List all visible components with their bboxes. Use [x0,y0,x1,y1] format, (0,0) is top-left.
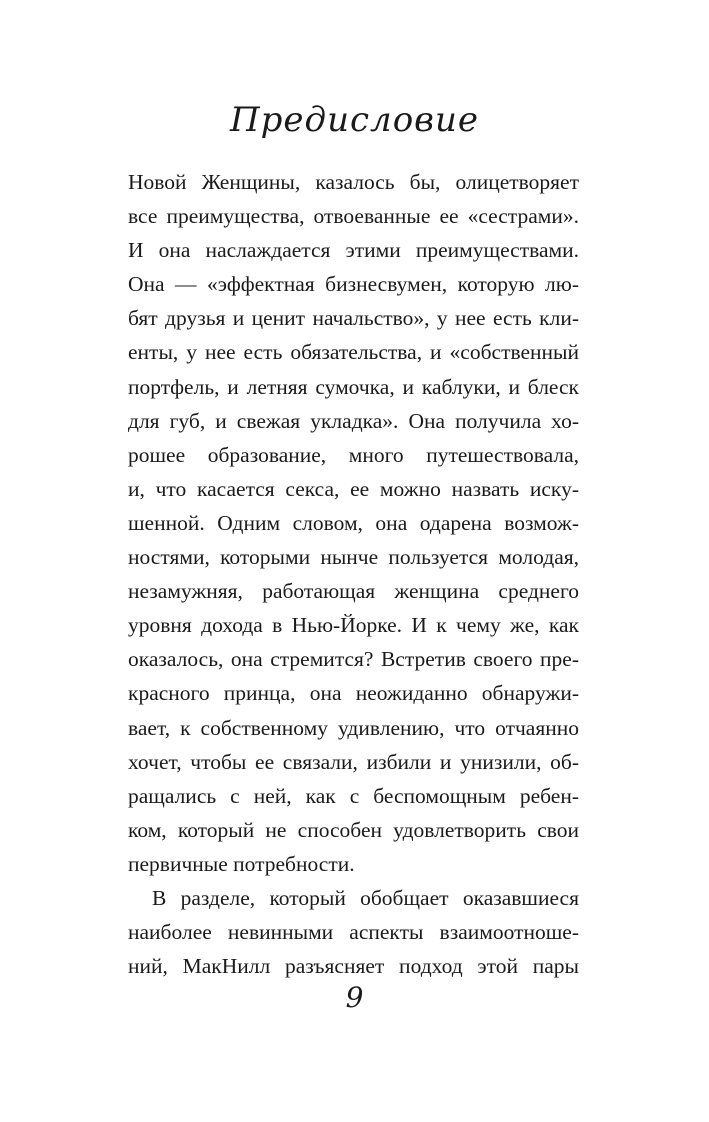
text-line: рошее образование, много путешествовала, [128,442,579,467]
running-head-title: Предисловие [230,100,479,140]
text-line: бят друзья и ценит начальство», у нее есть кли- [128,306,579,331]
text-line: первичные потребности. [128,851,355,876]
text-line: ний, МакНилл разъясняет подход этой пары [128,954,579,979]
text-line: шенной. Одним словом, она одарена возмож- [128,510,579,535]
text-line: ностями, которыми нынче пользуется молодая, [128,545,579,570]
text-line: В разделе, который обобщает оказавшиеся [152,885,579,910]
text-line: наиболее невинными аспекты взаимоотноше- [128,920,579,945]
body-text [128,165,579,983]
text-line: ращались с ней, как с беспомощным ребен- [128,783,579,808]
text-line: Она — «эффектная бизнесвумен, которую лю- [128,272,579,297]
text-line: уровня дохода в Нью-Йорке. И к чему же, как [128,613,579,638]
text-line: и, что касается секса, ее можно назвать иску- [128,476,579,501]
text-line: портфель, и летняя сумочка, и каблуки, и блеск [128,374,579,399]
text-line: оказалось, она стремится? Встретив своего пре- [128,647,579,672]
text-line: Новой Женщины, казалось бы, олицетворяет [128,170,579,194]
text-line: вает, к собственному удивлению, что отчаянно [128,715,579,740]
text-line: для губ, и свежая укладка». Она получила хо- [128,408,579,433]
text-line: И она наслаждается этими преимуществами. [128,238,579,263]
text-line: енты, у нее есть обязательства, и «собственный [128,340,579,365]
text-line: незамужняя, работающая женщина среднего [128,579,579,604]
text-line: хочет, чтобы ее связали, избили и унизили, об- [128,749,579,774]
page-number: 9 [345,981,364,1014]
text-line: все преимущества, отвоеванные ее «сестрами». [128,204,579,229]
text-line: красного принца, она неожиданно обнаружи- [128,681,579,706]
text-line: ком, который не способен удовлетворить свои [128,817,579,842]
